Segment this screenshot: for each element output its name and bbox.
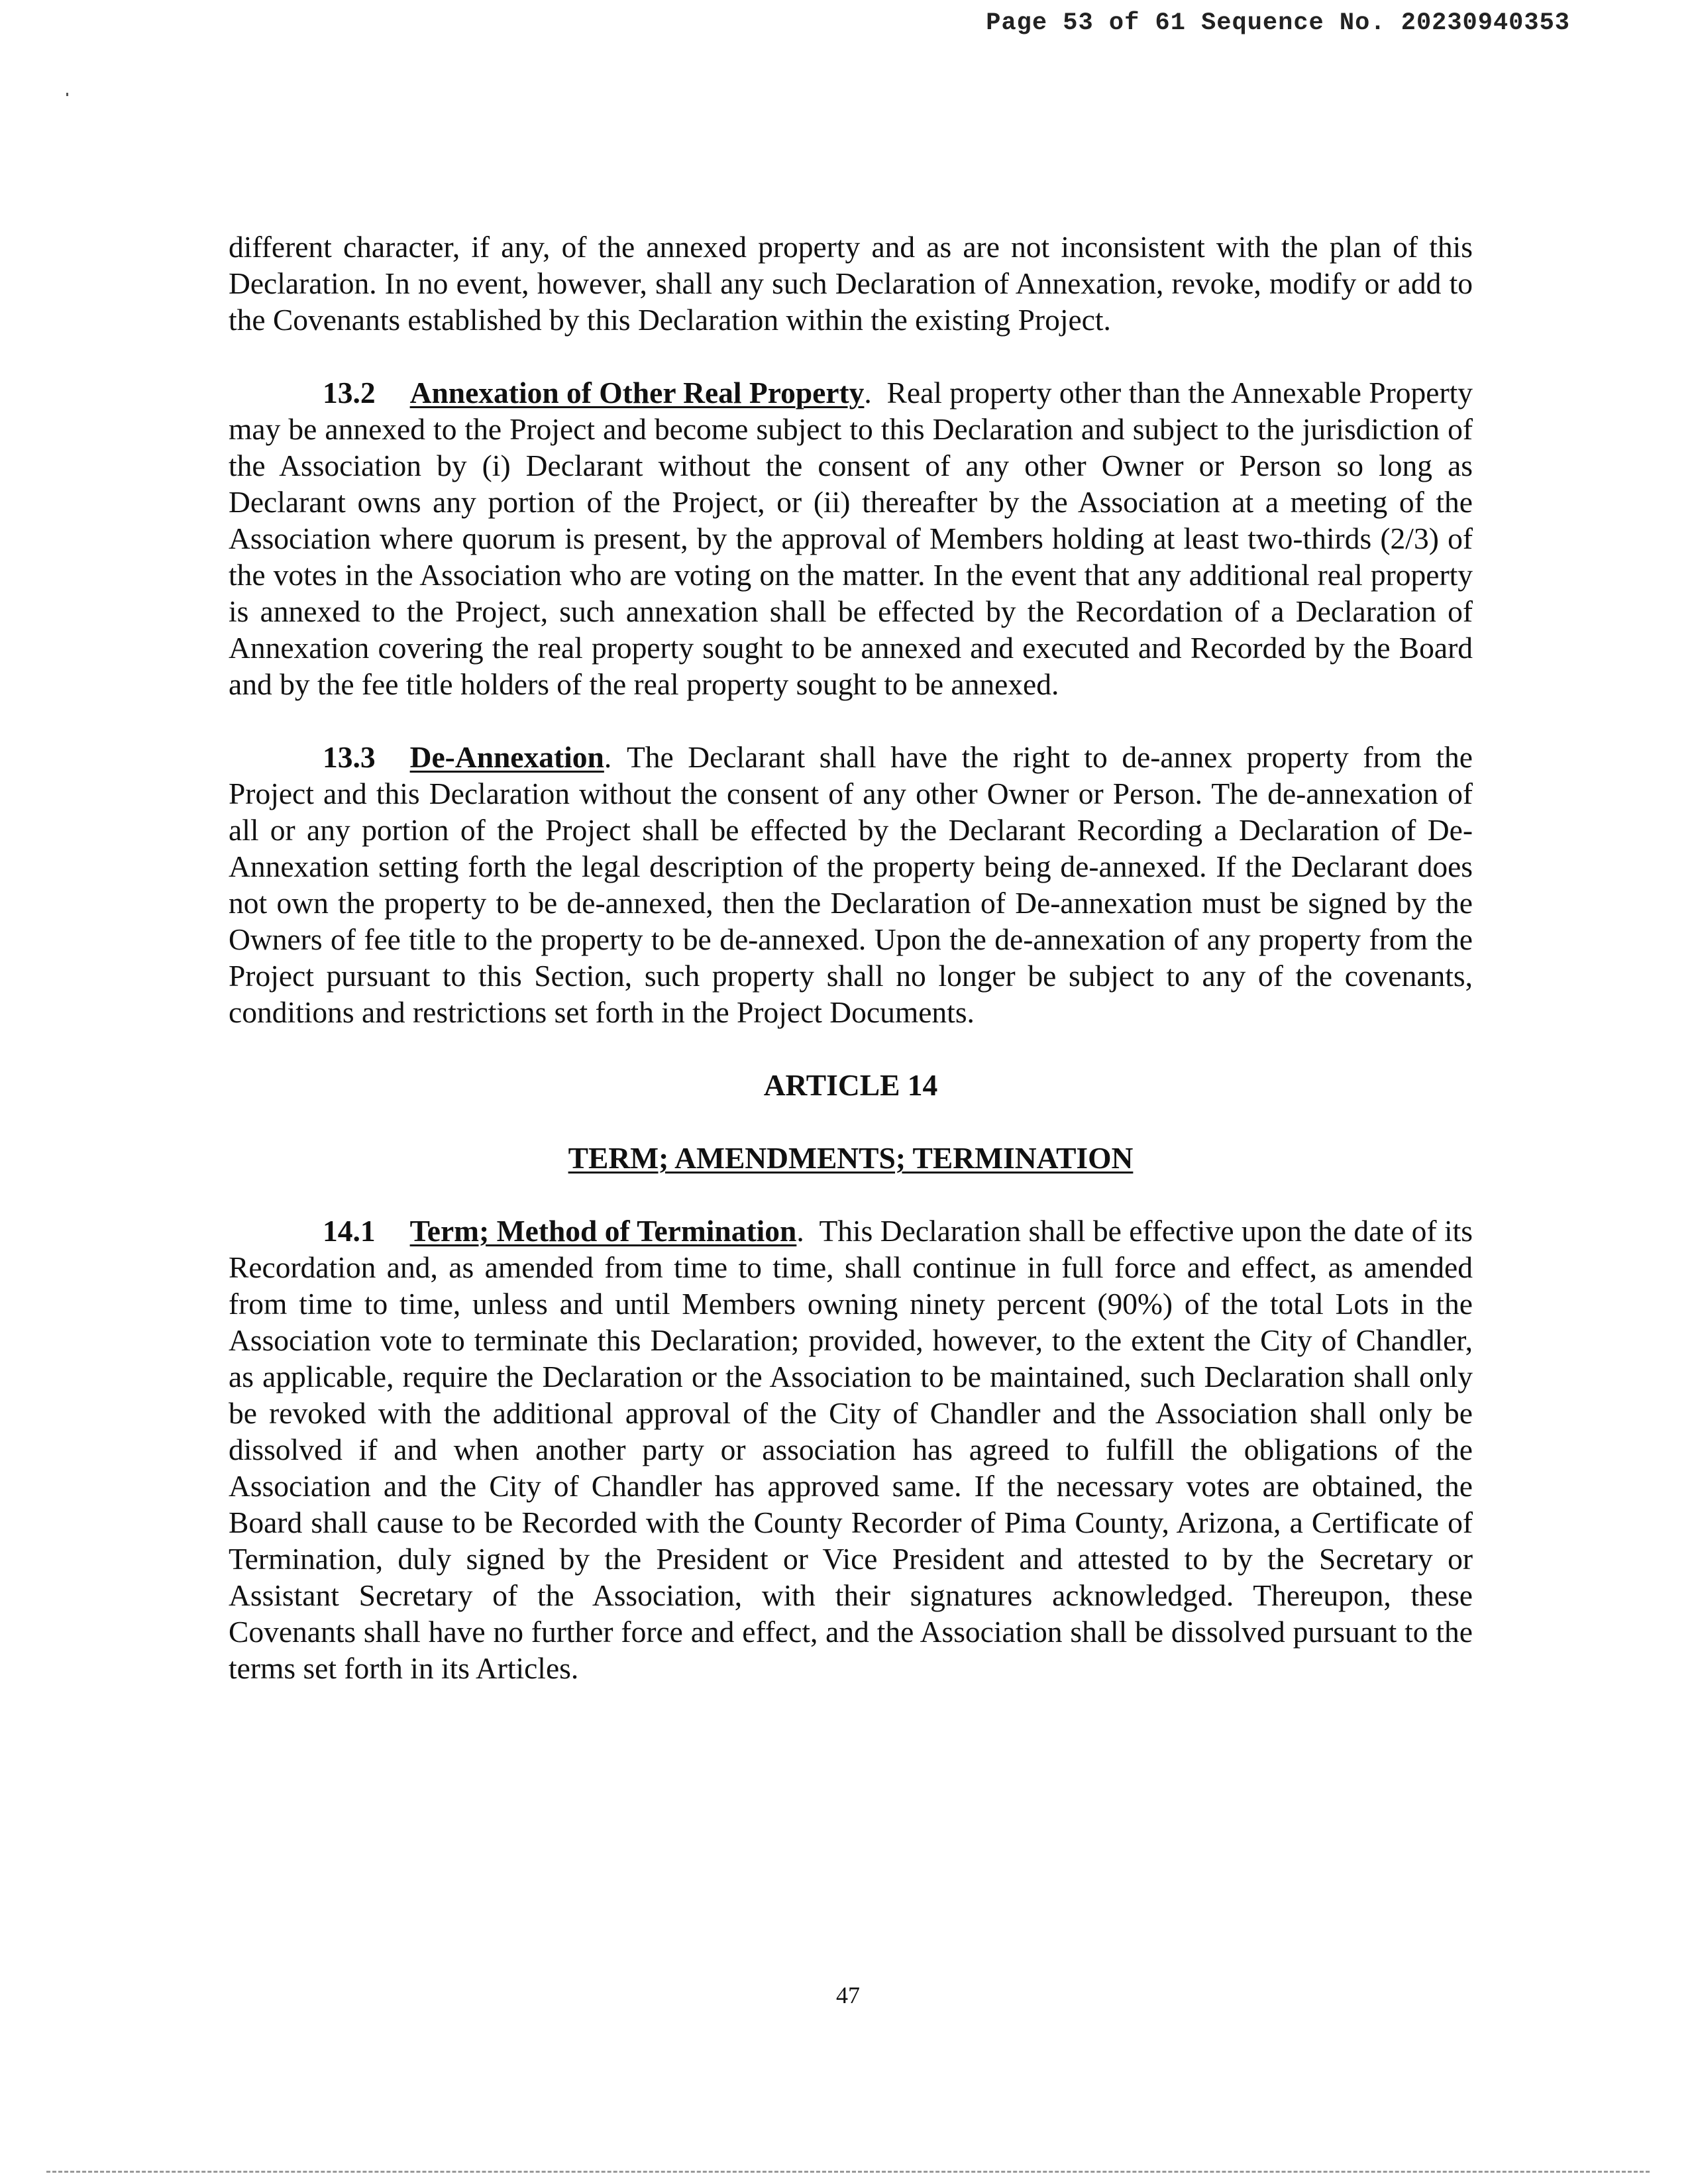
- section-number: 14.1: [323, 1214, 376, 1248]
- section-text: Real property other than the Annexable Property may be annexed to the Project and become subject to this Declaration and subject to the jurisdiction of the Association by (i) Declarant without the consent of any other Owner or Person so long as Declarant owns any portion of the Project, or (ii) thereafter by the Association at a meeting of the Association where quorum is present, by the approval of Members holding at least two-thirds (2/3) of the votes in the Association who are voting on the matter. In the event that any additional real property is annexed to the Project, such annexation shall be effected by the Recordation of a Declaration of Annexation covering the real property sought to be annexed and executed and Recorded by the Board and by the fee title holders of the real property sought to be annexed.: [229, 376, 1473, 701]
- continuation-paragraph: different character, if any, of the annexed property and as are not inconsistent with the plan of this Declaration. In no event, however, shall any such Declaration of Annexation, revoke, modify or add to the Covenants established by this Declaration within the existing Project.: [229, 230, 1473, 337]
- section-number: 13.3: [323, 740, 376, 774]
- scan-edge-line: [46, 2171, 1650, 2173]
- section-13-3: [229, 739, 1473, 1030]
- article-title: ARTICLE 14: [763, 1068, 938, 1102]
- heading-period: .: [604, 740, 612, 774]
- section-heading: De-Annexation: [409, 740, 604, 774]
- section-text: The Declarant shall have the right to de-annex property from the Project and this Declaration without the consent of any other Owner or Person. The de-annexation of all or any portion of the Project shall be effected by the Declarant Recording a Declaration of De-Annexation setting forth the legal description of the property being de-annexed. If the Declarant does not own the property to be de-annexed, then the Declaration of De-annexation must be signed by the Owners of fee title to the property to be de-annexed. Upon the de-annexation of any property from the Project pursuant to this Section, such property shall no longer be subject to any of the covenants, conditions and restrictions set forth in the Project Documents.: [229, 740, 1473, 1029]
- section-13-2: [229, 374, 1473, 702]
- heading-period: .: [796, 1214, 804, 1248]
- section-number: 13.2: [323, 376, 376, 410]
- section-heading: Annexation of Other Real Property: [409, 376, 865, 410]
- section-14-1: [229, 1213, 1473, 1686]
- heading-period: .: [864, 376, 872, 410]
- scan-speck: [66, 93, 68, 96]
- page-number: 47: [836, 1982, 860, 2008]
- sequence-stamp: Page 53 of 61 Sequence No. 20230940353: [986, 9, 1570, 37]
- section-heading: Term; Method of Termination: [409, 1214, 797, 1248]
- article-subtitle: TERM; AMENDMENTS; TERMINATION: [568, 1141, 1134, 1175]
- section-text: This Declaration shall be effective upon the date of its Recordation and, as amended from time to time, shall continue in full force and effect, as amended from time to time, unless and until Members owning ninety percent (90%) of the total Lots in the Association vote to terminate this Declaration; provided, however, to the extent the City of Chandler, as applicable, require the Declaration or the Association to be maintained, such Declaration shall only be revoked with the additional approval of the City of Chandler and the Association shall only be dissolved if and when another party or association has agreed to fulfill the obligations of the Association and the City of Chandler has approved same. If the necessary votes are obtained, the Board shall cause to be Recorded with the County Recorder of Pima County, Arizona, a Certificate of Termination, duly signed by the President or Vice President and attested to by the Secretary or Assistant Secretary of the Association, with their signatures acknowledged. Thereupon, these Covenants shall have no further force and effect, and the Association shall be dissolved pursuant to the terms set forth in its Articles.: [229, 1214, 1473, 1685]
- document-body: [229, 229, 1473, 1723]
